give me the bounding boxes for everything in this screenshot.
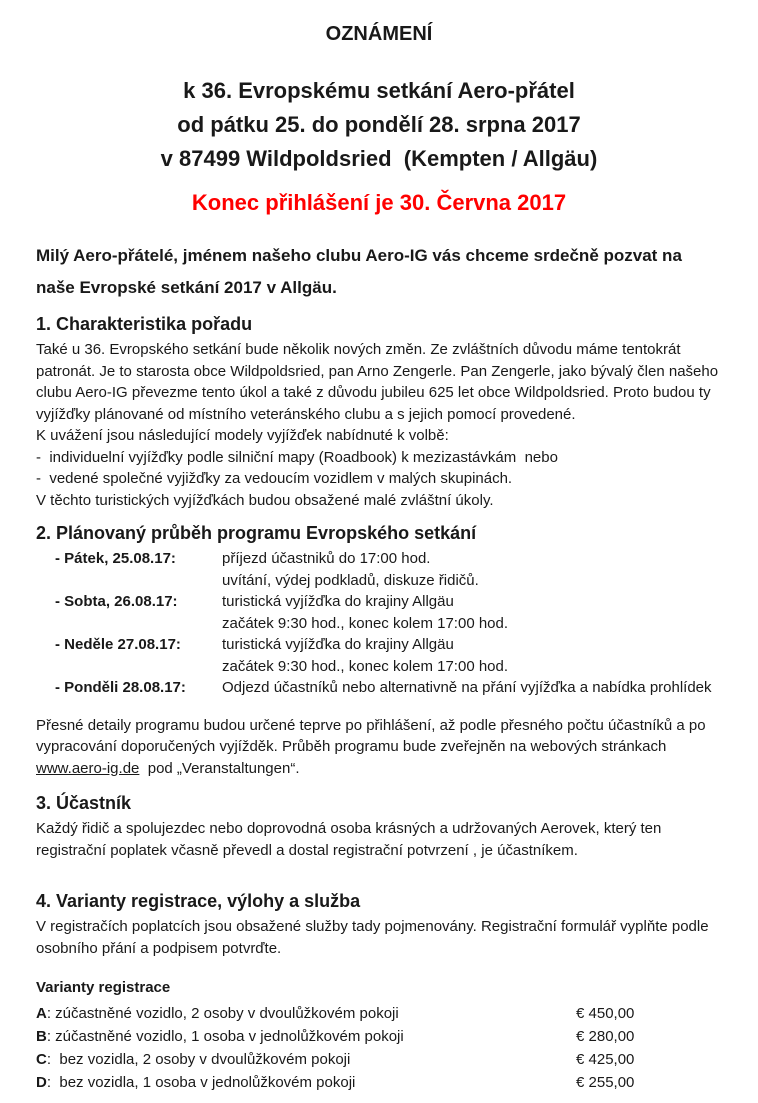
- schedule-row-sunday: [36, 634, 722, 677]
- variant-text: : bez vozidla, 1 osoba v jednolůžkovém pokoji: [46, 1074, 356, 1091]
- section-1-body: [36, 339, 722, 511]
- variant-text: : zúčastněné vozidlo, 2 osoby v dvoulůžkovém pokoji: [46, 1005, 399, 1022]
- registration-deadline: Konec přihlášení je 30. Června 2017: [191, 190, 567, 215]
- section-4-paragraph: V registračích poplatcích jsou obsažené služby tady pojmenovány. Registrační formulář vyplňte podle osobního přání a podpisem potvrďte.: [36, 918, 713, 957]
- event-name-line: k 36. Evropskému setkání Aero-přátel: [183, 78, 575, 103]
- variant-text: : bez vozidla, 2 osoby v dvoulůžkovém pokoji: [46, 1051, 351, 1068]
- schedule-row-saturday: [36, 591, 722, 634]
- section-1-closing-line: V těchto turistických vyjížďkách budou obsažené malé zvláštní úkoly.: [36, 491, 494, 509]
- variant-description: [36, 1025, 576, 1048]
- schedule-day-label: - Pátek, 25.08.17:: [55, 550, 176, 567]
- registration-variants-list: [36, 1002, 722, 1094]
- bullet-individual-rides: - individuelní vyjížďky podle silniční mapy (Roadbook) k mezizastávkám nebo: [36, 448, 558, 466]
- schedule-day-label: - Ponděli 28.08.17:: [55, 679, 186, 696]
- models-intro-line: K uvážení jsou následující modely vyjížďek nabídnuté k volbě:: [36, 427, 449, 444]
- variant-price: € 280,00: [576, 1028, 635, 1045]
- variant-price: € 450,00: [576, 1005, 635, 1022]
- variant-description: [36, 1002, 576, 1025]
- variant-letter: C: [36, 1051, 47, 1068]
- aero-ig-website-link[interactable]: www.aero-ig.de: [36, 759, 140, 777]
- schedule-detail-line: příjezd účastniků do 17:00 hod.: [222, 550, 431, 567]
- section-3-heading: 3. Účastník: [36, 793, 132, 813]
- section-1-paragraph: Také u 36. Evropského setkání bude několik nových změn. Ze zvláštních důvodu máme tentokrát patronát. Je to starosta obce Wildpoldsried, pan Arno Zengerle. Pan Zengerle, jako bývalý člen našeho clubu Aero-IG převezme tento úkol a také z důvodu jubileu 625 let obce Wildpoldsried. Proto budou ty vyjížďky plánované od místního veteránského clubu a s jejich pomocí provedené.: [36, 341, 723, 423]
- schedule-day-details: [222, 591, 722, 634]
- schedule-day-details: [222, 548, 722, 591]
- schedule-detail-line: turistická vyjížďka do krajiny Allgäu: [222, 636, 454, 653]
- variant-description: [36, 1048, 576, 1071]
- schedule-row-friday: [36, 548, 722, 591]
- variant-row-d: [36, 1071, 722, 1094]
- section-3-paragraph: Každý řidič a spolujezdec nebo doprovodná osoba krásných a udržovaných Aerovek, který ten registrační poplatek včasně převedl a dostal registrační potvrzení , je účastníkem.: [36, 820, 666, 859]
- schedule-detail-line: začátek 9:30 hod., konec kolem 17:00 hod.: [222, 657, 509, 675]
- variant-description: [36, 1071, 576, 1094]
- program-details-paragraph: [36, 715, 722, 780]
- program-schedule: [36, 548, 722, 699]
- section-4-heading: 4. Varianty registrace, výlohy a služba: [36, 891, 361, 911]
- event-headlines: [36, 74, 722, 176]
- variant-letter: B: [36, 1028, 47, 1045]
- variant-row-b: [36, 1025, 722, 1048]
- variant-price: € 255,00: [576, 1074, 635, 1091]
- section-1-heading: 1. Charakteristika pořadu: [36, 314, 253, 334]
- details-text-before-link: Přesné detaily programu budou určené teprve po přihlášení, až podle přesného počtu účastníků a po vypracování doporučených vyjížděk. Průběh programu bude zveřejněn na webových stránkach: [36, 716, 710, 755]
- schedule-day-details: [222, 677, 722, 699]
- section-2-heading: 2. Plánovaný průběh programu Evropského setkání: [36, 523, 477, 543]
- schedule-row-monday: [36, 677, 722, 699]
- variant-row-a: [36, 1002, 722, 1025]
- event-dates-line: od pátku 25. do pondělí 28. srpna 2017: [177, 112, 581, 137]
- document-title: OZNÁMENÍ: [325, 23, 433, 45]
- variant-letter: A: [36, 1005, 47, 1022]
- schedule-detail-line: uvítání, výdej podkladů, diskuze řidičů.: [222, 571, 479, 589]
- bullet-guided-rides: - vedené společné vyjižďky za vedoucím vozidlem v malých skupinách.: [36, 470, 513, 487]
- schedule-day-details: [222, 634, 722, 677]
- intro-paragraph: Milý Aero-přátelé, jménem našeho clubu Aero-IG vás chceme srdečně pozvat na naše Evropské setkání 2017 v Allgäu.: [36, 246, 687, 297]
- variant-letter: D: [36, 1074, 47, 1091]
- details-text-after-link: pod „Veranstaltungen“.: [139, 759, 300, 777]
- variant-row-c: [36, 1048, 722, 1071]
- schedule-detail-line: turistická vyjížďka do krajiny Allgäu: [222, 593, 454, 610]
- variants-list-heading: Varianty registrace: [36, 979, 171, 996]
- variant-price: € 425,00: [576, 1051, 635, 1068]
- variant-text: : zúčastněné vozidlo, 1 osoba v jednolůžkovém pokoji: [46, 1028, 404, 1045]
- event-location-line: v 87499 Wildpoldsried (Kempten / Allgäu): [160, 146, 598, 171]
- schedule-day-label: - Sobta, 26.08.17:: [55, 593, 178, 610]
- schedule-detail-line: Odjezd účastníků nebo alternativně na přání vyjížďka a nabídka prohlídek: [222, 679, 712, 696]
- schedule-detail-line: začátek 9:30 hod., konec kolem 17:00 hod.: [222, 614, 509, 632]
- schedule-day-label: - Neděle 27.08.17:: [55, 636, 181, 653]
